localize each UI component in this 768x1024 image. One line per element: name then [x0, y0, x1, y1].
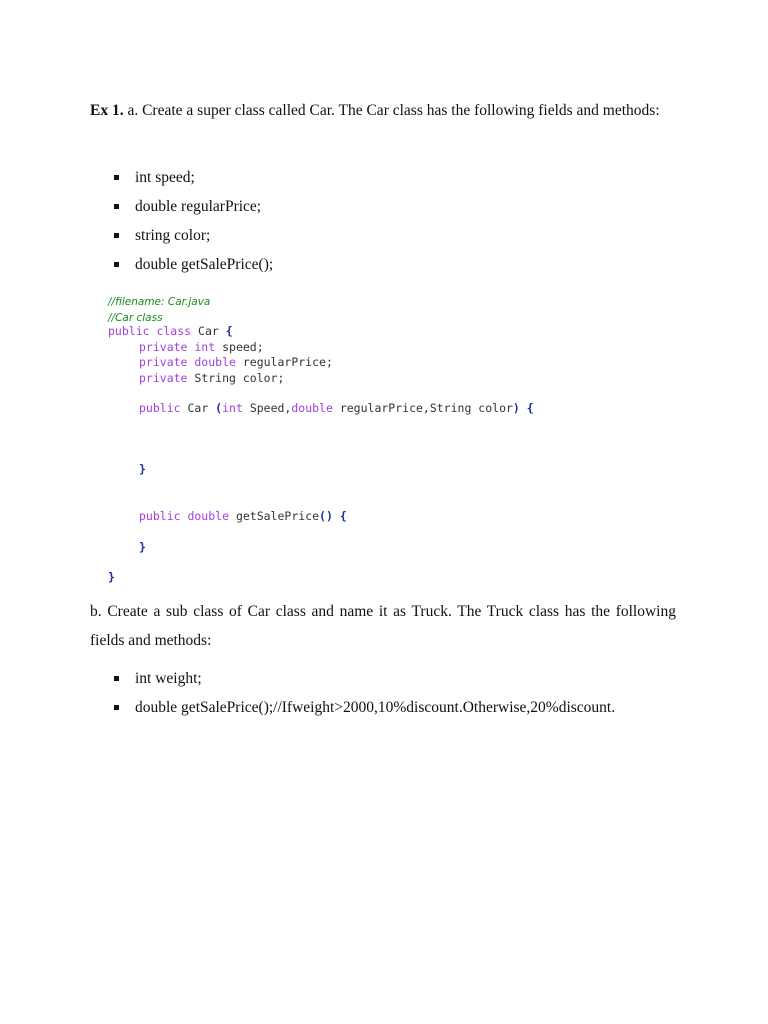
code-comment: //Car class [108, 312, 163, 324]
bullet-square-icon [114, 676, 119, 681]
code-line: public double getSalePrice() { [139, 509, 347, 523]
list-item: string color; [112, 221, 273, 250]
exercise-1a-text: a. Create a super class called Car. The Car class has the following fields and methods: [123, 102, 660, 119]
bullet-square-icon [114, 175, 119, 180]
code-comment: //filename: Car.java [108, 296, 211, 308]
truck-members-list [112, 664, 615, 722]
code-line: public class Car { [108, 324, 233, 338]
code-line [108, 293, 210, 309]
list-item: int speed; [112, 163, 273, 192]
bullet-square-icon [114, 262, 119, 267]
code-line: private String color; [139, 371, 285, 385]
bullet-square-icon [114, 204, 119, 209]
exercise-1b-text: b. Create a sub class of Car class and name it as Truck. The Truck class has the following fields and methods: [90, 603, 676, 649]
list-item: double getSalePrice(); [112, 250, 273, 279]
code-line: public Car (int Speed,double regularPrice,String color) { [139, 401, 534, 415]
code-line: } [139, 462, 146, 476]
code-line: private double regularPrice; [139, 355, 333, 369]
bullet-square-icon [114, 233, 119, 238]
bullet-square-icon [114, 705, 119, 710]
exercise-1-intro [90, 96, 676, 125]
code-line: private int speed; [139, 340, 264, 354]
code-line: } [139, 540, 146, 554]
list-item: int weight; [112, 664, 615, 693]
car-members-list [112, 163, 273, 279]
code-line: } [108, 570, 115, 584]
exercise-label: Ex 1. [90, 102, 124, 119]
list-item: double regularPrice; [112, 192, 273, 221]
list-item: double getSalePrice();//Ifweight>2000,10%discount.Otherwise,20%discount. [112, 693, 615, 722]
